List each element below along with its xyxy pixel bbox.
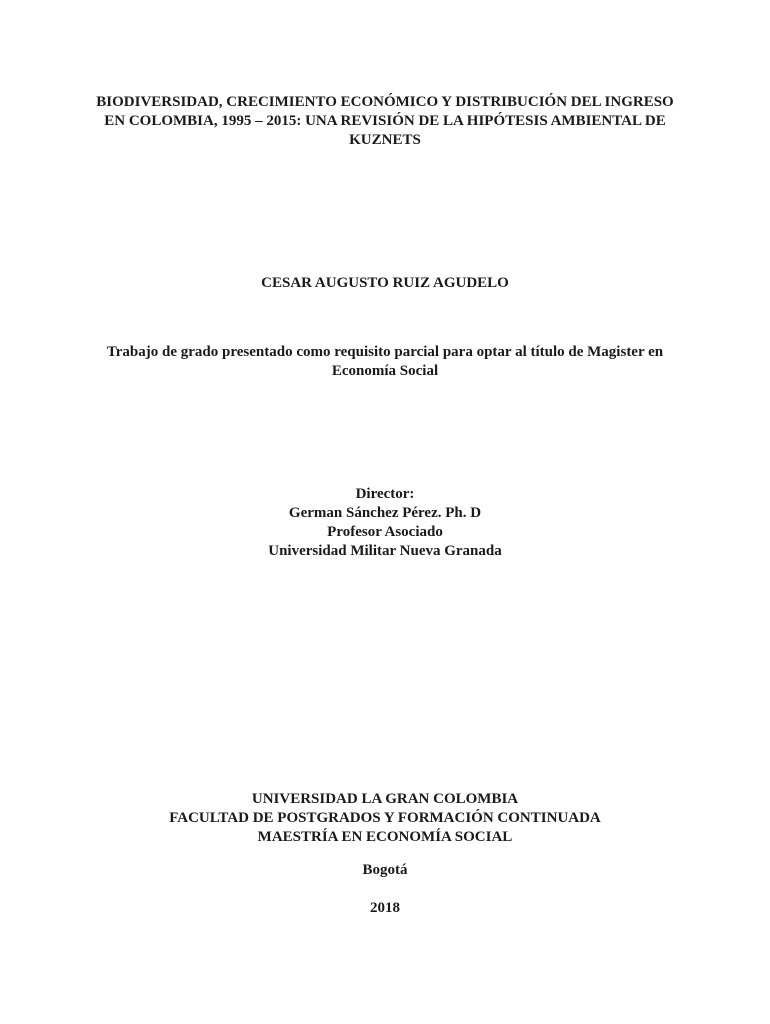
thesis-title-line-1: BIODIVERSIDAD, CRECIMIENTO ECONÓMICO Y DISTRIBUCIÓN DEL INGRESO xyxy=(96,94,674,110)
author-section xyxy=(90,274,680,293)
publication-year: 2018 xyxy=(370,900,400,916)
director-affiliation: Universidad Militar Nueva Granada xyxy=(268,543,502,559)
city-name: Bogotá xyxy=(362,862,408,878)
degree-statement-line-1: Trabajo de grado presentado como requisito parcial para optar al título de Magister en xyxy=(106,344,664,360)
institution-section xyxy=(90,790,680,847)
program-name: MAESTRÍA EN ECONOMÍA SOCIAL xyxy=(257,829,513,845)
thesis-title-line-2: EN COLOMBIA, 1995 – 2015: UNA REVISIÓN DE LA HIPÓTESIS AMBIENTAL DE xyxy=(104,113,666,129)
thesis-title-line-3: KUZNETS xyxy=(349,132,421,148)
director-position: Profesor Asociado xyxy=(327,524,443,540)
faculty-name: FACULTAD DE POSTGRADOS Y FORMACIÓN CONTINUADA xyxy=(169,810,601,826)
degree-statement xyxy=(90,343,680,381)
year-section xyxy=(90,899,680,918)
thesis-title xyxy=(90,93,680,150)
director-section xyxy=(90,485,680,561)
author-name: CESAR AUGUSTO RUIZ AGUDELO xyxy=(261,275,509,291)
city-section xyxy=(90,861,680,880)
university-name: UNIVERSIDAD LA GRAN COLOMBIA xyxy=(251,791,519,807)
director-heading: Director: xyxy=(355,486,415,502)
degree-statement-line-2: Economía Social xyxy=(331,363,439,379)
director-name: German Sánchez Pérez. Ph. D xyxy=(288,505,482,521)
